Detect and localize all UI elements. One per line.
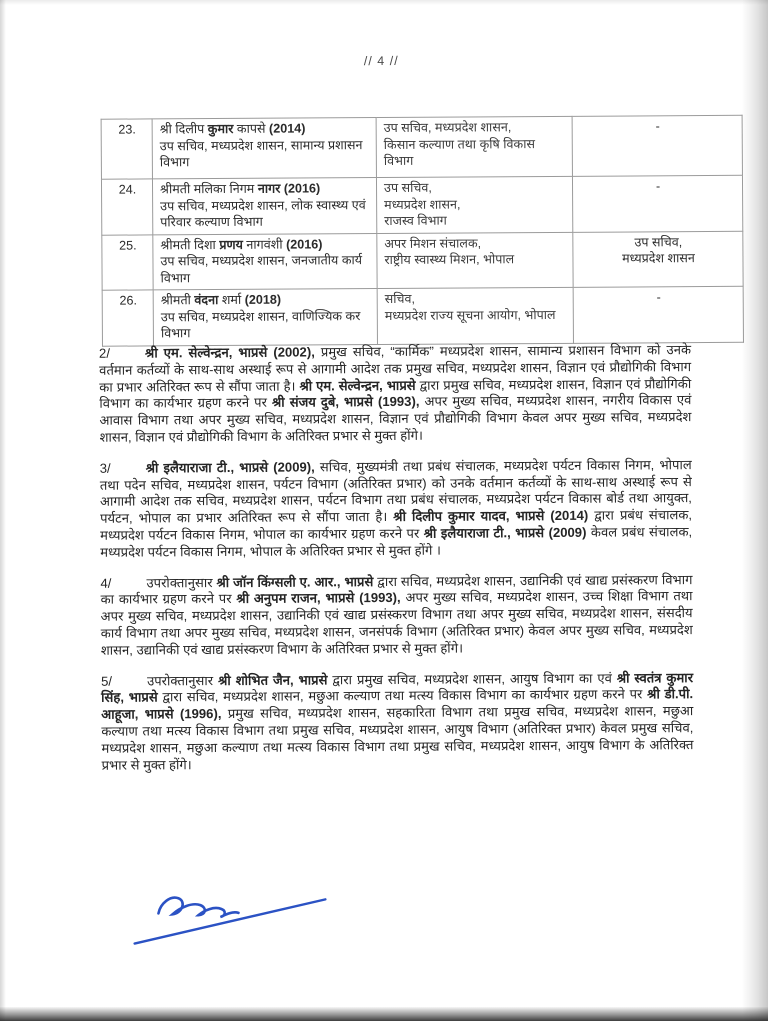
officer-name: श्रीमती मलिका निगम नागर (2016)	[159, 181, 321, 197]
cell-officer	[153, 289, 377, 346]
cell-new-posting: उप सचिव, मध्यप्रदेश शासन, किसान कल्याण तथा कृषि विकास विभाग	[376, 116, 572, 177]
scan-edge-left	[0, 0, 6, 1021]
paragraph-5	[101, 670, 694, 774]
table-row	[101, 115, 742, 179]
scan-edge-bottom	[0, 1007, 768, 1021]
signature-stroke	[158, 897, 238, 917]
cell-relinquish: -	[572, 175, 742, 232]
officer-designation: उप सचिव, मध्यप्रदेश शासन, लोक स्वास्थ्य एवं परिवार कल्याण विभाग	[160, 197, 366, 230]
paragraph-3	[100, 457, 693, 561]
cell-serial: 26.	[102, 290, 153, 346]
paragraph-text: श्री इलैयाराजा टी., भाप्रसे (2009), सचिव, मुख्यमंत्री तथा प्रबंध संचालक, मध्यप्रदेश पर्यटन विकास निगम, भोपाल तथा पदेन सचिव, मध्यप्रदेश शासन, पर्यटन विभाग (अतिरिक्त प्रभार) को उनके वर्तमान कर्तव्यों के साथ-साथ अस्थाई रूप से आगामी आदेश तक सचिव, मध्यप्रदेश शासन, पर्यटन विभाग तथा प्रबंध संचालक, मध्यप्रदेश पर्यटन विकास बोर्ड तथा आयुक्त, पर्यटन, भोपाल का प्रभार अतिरिक्त रूप से सौंपा जाता है। श्री दिलीप कुमार यादव, भाप्रसे (2014) द्वारा प्रबंध संचालक, मध्यप्रदेश पर्यटन विकास निगम, भोपाल का कार्यभार ग्रहण करने पर श्री इलैयाराजा टी., भाप्रसे (2009) केवल प्रबंध संचालक, मध्यप्रदेश पर्यटन विकास निगम, भोपाल के अतिरिक्त प्रभार से मुक्त होंगे ।	[99, 456, 693, 560]
paragraph-text: श्री एम. सेल्वेन्द्रन, भाप्रसे (2002), प्रमुख सचिव, “कार्मिक” मध्यप्रदेश शासन, सामान्य प्रशासन विभाग को उनके वर्तमान कर्तव्यों के साथ-साथ अस्थाई रूप से आगामी आदेश तक प्रमुख सचिव, मध्यप्रदेश शासन, विज्ञान एवं प्रौद्योगिकी विभाग का प्रभार अतिरिक्त रूप से सौंपा जाता है। श्री एम. सेल्वेन्द्रन, भाप्रसे द्वारा प्रमुख सचिव, मध्यप्रदेश शासन, विज्ञान एवं प्रौद्योगिकी विभाग का कार्यभार ग्रहण करने पर श्री संजय दुबे, भाप्रसे (1993), अपर मुख्य सचिव, मध्यप्रदेश शासन, नगरीय विकास एवं आवास विभाग तथा अपर मुख्य सचिव, मध्यप्रदेश शासन, विज्ञान एवं प्रौद्योगिकी विभाग केवल अपर मुख्य सचिव, मध्यप्रदेश शासन, विज्ञान एवं प्रौद्योगिकी विभाग के अतिरिक्त प्रभार से मुक्त होंगे।	[99, 342, 692, 445]
paragraph-text: उपरोक्तानुसार श्री शोभित जैन, भाप्रसे द्वारा प्रमुख सचिव, मध्यप्रदेश शासन, आयुष विभाग का एवं श्री स्वतंत्र कुमार सिंह, भाप्रसे द्वारा सचिव, मध्यप्रदेश शासन, मछुआ कल्याण तथा मत्स्य विकास विभाग का कार्यभार ग्रहण करने पर श्री डी.पी. आहूजा, भाप्रसे (1996), प्रमुख सचिव, मध्यप्रदेश शासन, सहकारिता विभाग तथा प्रमुख सचिव, मध्यप्रदेश शासन, मछुआ कल्याण तथा मत्स्य विकास विभाग तथा प्रमुख सचिव, मध्यप्रदेश शासन, आयुष विभाग (अतिरिक्त प्रभार) केवल प्रमुख सचिव, मध्यप्रदेश शासन, मछुआ कल्याण तथा मत्स्य विकास विभाग तथा प्रमुख सचिव, मध्यप्रदेश शासन, आयुष विभाग के अतिरिक्त प्रभार से मुक्त होंगे।	[101, 669, 694, 773]
paragraph-text: उपरोक्तानुसार श्री जॉन किंग्सली ए. आर., भाप्रसे द्वारा सचिव, मध्यप्रदेश शासन, उद्यानिकी एवं खाद्य प्रसंस्करण विभाग का कार्यभार ग्रहण करने पर श्री अनुपम राजन, भाप्रसे (1993), अपर मुख्य सचिव, मध्यप्रदेश शासन, उच्च शिक्षा विभाग तथा अपर मुख्य सचिव, मध्यप्रदेश शासन, उद्यानिकी एवं खाद्य प्रसंस्करण विभाग तथा अपर मुख्य सचिव, मध्यप्रदेश शासन, संसदीय कार्य विभाग तथा अपर मुख्य सचिव, मध्यप्रदेश शासन, जनसंपर्क विभाग (अतिरिक्त प्रभार) केवल अपर मुख्य सचिव, मध्यप्रदेश शासन, उद्यानिकी एवं खाद्य प्रसंस्करण विभाग के अतिरिक्त प्रभार से मुक्त होंगे।	[100, 571, 693, 658]
officer-designation: उप सचिव, मध्यप्रदेश शासन, सामान्य प्रशासन विभाग	[159, 137, 363, 170]
cell-new-posting: सचिव, मध्यप्रदेश राज्य सूचना आयोग, भोपाल	[377, 287, 573, 344]
paragraph-number: 2/	[98, 345, 111, 361]
cell-new-posting: अपर मिशन संचालक, राष्ट्रीय स्वास्थ्य मिशन, भोपाल	[377, 232, 573, 289]
table-row	[102, 231, 743, 290]
cell-officer	[153, 233, 377, 290]
scan-edge-top	[0, 0, 768, 5]
cell-relinquish: -	[573, 286, 743, 343]
paragraph-number: 5/	[100, 673, 113, 689]
personnel-table	[101, 115, 744, 346]
signature-underline	[134, 899, 325, 943]
paragraph-2	[99, 342, 692, 446]
table-row	[101, 175, 742, 234]
cell-relinquish: उप सचिव, मध्यप्रदेश शासन	[573, 231, 743, 288]
officer-name: श्री दिलीप कुमार कापसे (2014)	[159, 121, 306, 137]
cell-new-posting: उप सचिव, मध्यप्रदेश शासन, राजस्व विभाग	[376, 176, 572, 233]
scan-edge-right	[742, 0, 768, 1021]
signature-ink	[120, 882, 350, 955]
paragraph-4	[100, 572, 693, 660]
paragraph-number: 4/	[100, 575, 112, 591]
cell-serial: 23.	[101, 119, 152, 179]
officer-designation: उप सचिव, मध्यप्रदेश शासन, जनजातीय कार्य विभाग	[160, 253, 363, 285]
cell-relinquish: -	[572, 115, 742, 176]
officer-designation: उप सचिव, मध्यप्रदेश शासन, वाणिज्यिक कर विभाग	[160, 308, 361, 341]
cell-officer	[152, 178, 376, 235]
cell-serial: 24.	[101, 179, 152, 235]
table-row	[102, 286, 743, 345]
cell-officer	[152, 118, 376, 179]
cell-serial: 25.	[102, 234, 153, 290]
officer-name: श्रीमती वंदना शर्मा (2018)	[160, 292, 282, 308]
officer-name: श्रीमती दिशा प्रणय नागवंशी (2016)	[160, 236, 323, 252]
page-number: // 4 //	[363, 53, 399, 69]
order-paragraphs	[99, 342, 694, 788]
paragraph-number: 3/	[99, 460, 111, 476]
